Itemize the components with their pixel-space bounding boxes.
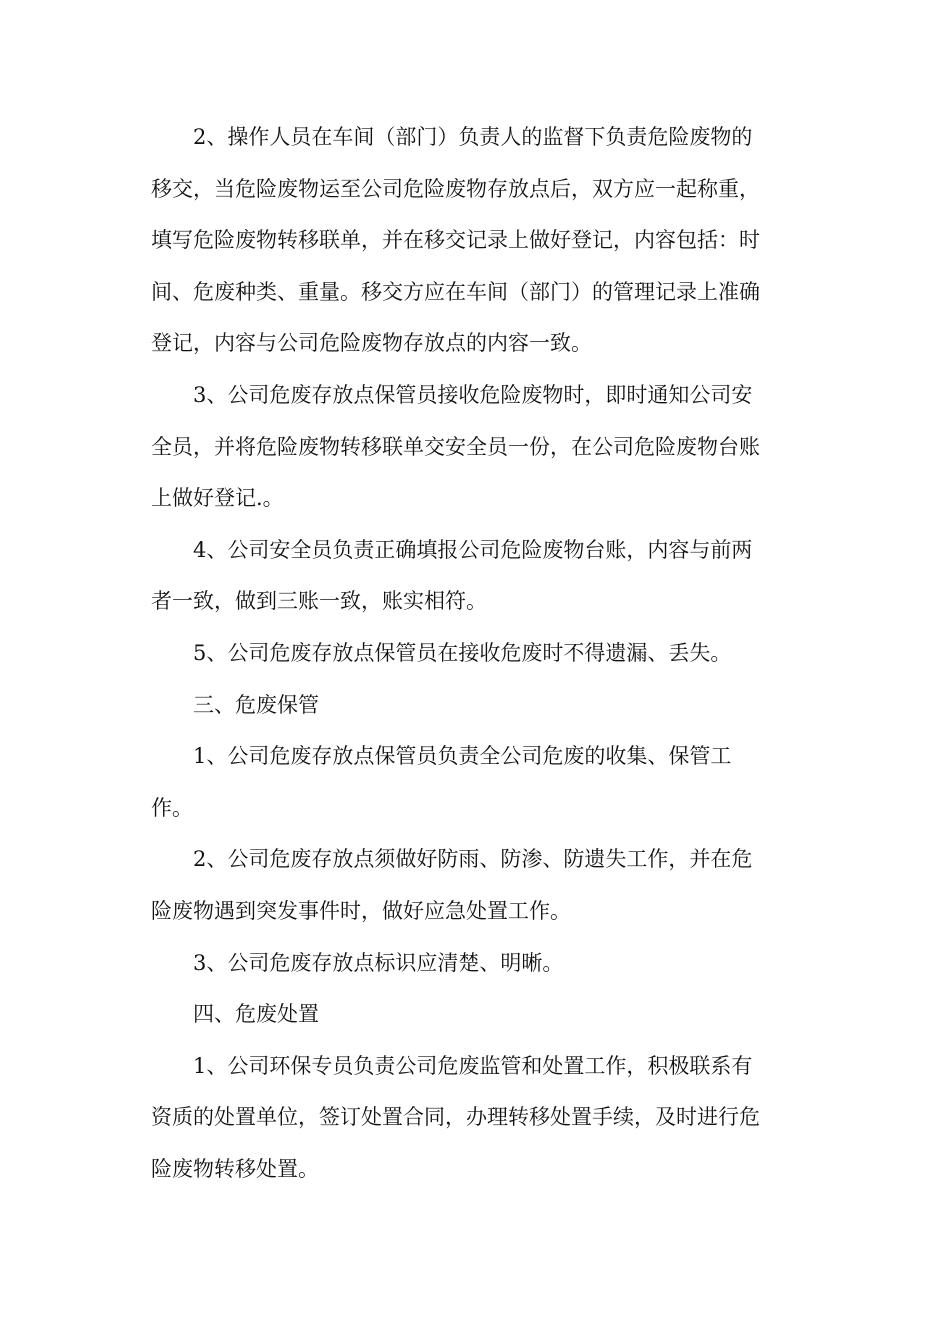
section-heading-disposal: 四、危废处置 (193, 1002, 319, 1027)
document-body (151, 112, 811, 1195)
paragraph-storage-signage: 3、公司危废存放点标识应清楚、明晰。 (193, 950, 564, 975)
paragraph-transfer-handover: 2、操作人员在车间（部门）负责人的监督下负责危险废物的 移交，当危险废物运至公司危险废物存放点后，双方应一起称重， 填写危险废物转移联单，并在移交记录上做好登记，内容包括：时 间、危废种类、重量。移交方应在车间（部门）的管理记录上准确 登记，内容与公司危险废物存放点的内容一致。 (151, 125, 760, 356)
paragraph-no-loss: 5、公司危废存放点保管员在接收危废时不得遗漏、丢失。 (193, 640, 732, 665)
paragraph-custodian-receipt: 3、公司危废存放点保管员接收危险废物时，即时通知公司安 全员，并将危险废物转移联单交安全员一份，在公司危险废物台账 上做好登记.。 (151, 382, 760, 511)
paragraph-disposal-duty: 1、公司环保专员负责公司危废监管和处置工作，积极联系有 资质的处置单位，签订处置合同，办理转移处置手续，及时进行危 险废物转移处置。 (151, 1053, 760, 1181)
paragraph-storage-protection: 2、公司危废存放点须做好防雨、防渗、防遗失工作，并在危 险废物遇到突发事件时，做好应急处置工作。 (151, 847, 753, 923)
paragraph-safety-ledger: 4、公司安全员负责正确填报公司危险废物台账，内容与前两 者一致，做到三账一致，账实相符。 (151, 537, 753, 614)
paragraph-storage-collection: 1、公司危废存放点保管员负责全公司危废的收集、保管工 作。 (151, 744, 732, 820)
section-heading-storage: 三、危废保管 (193, 692, 319, 717)
